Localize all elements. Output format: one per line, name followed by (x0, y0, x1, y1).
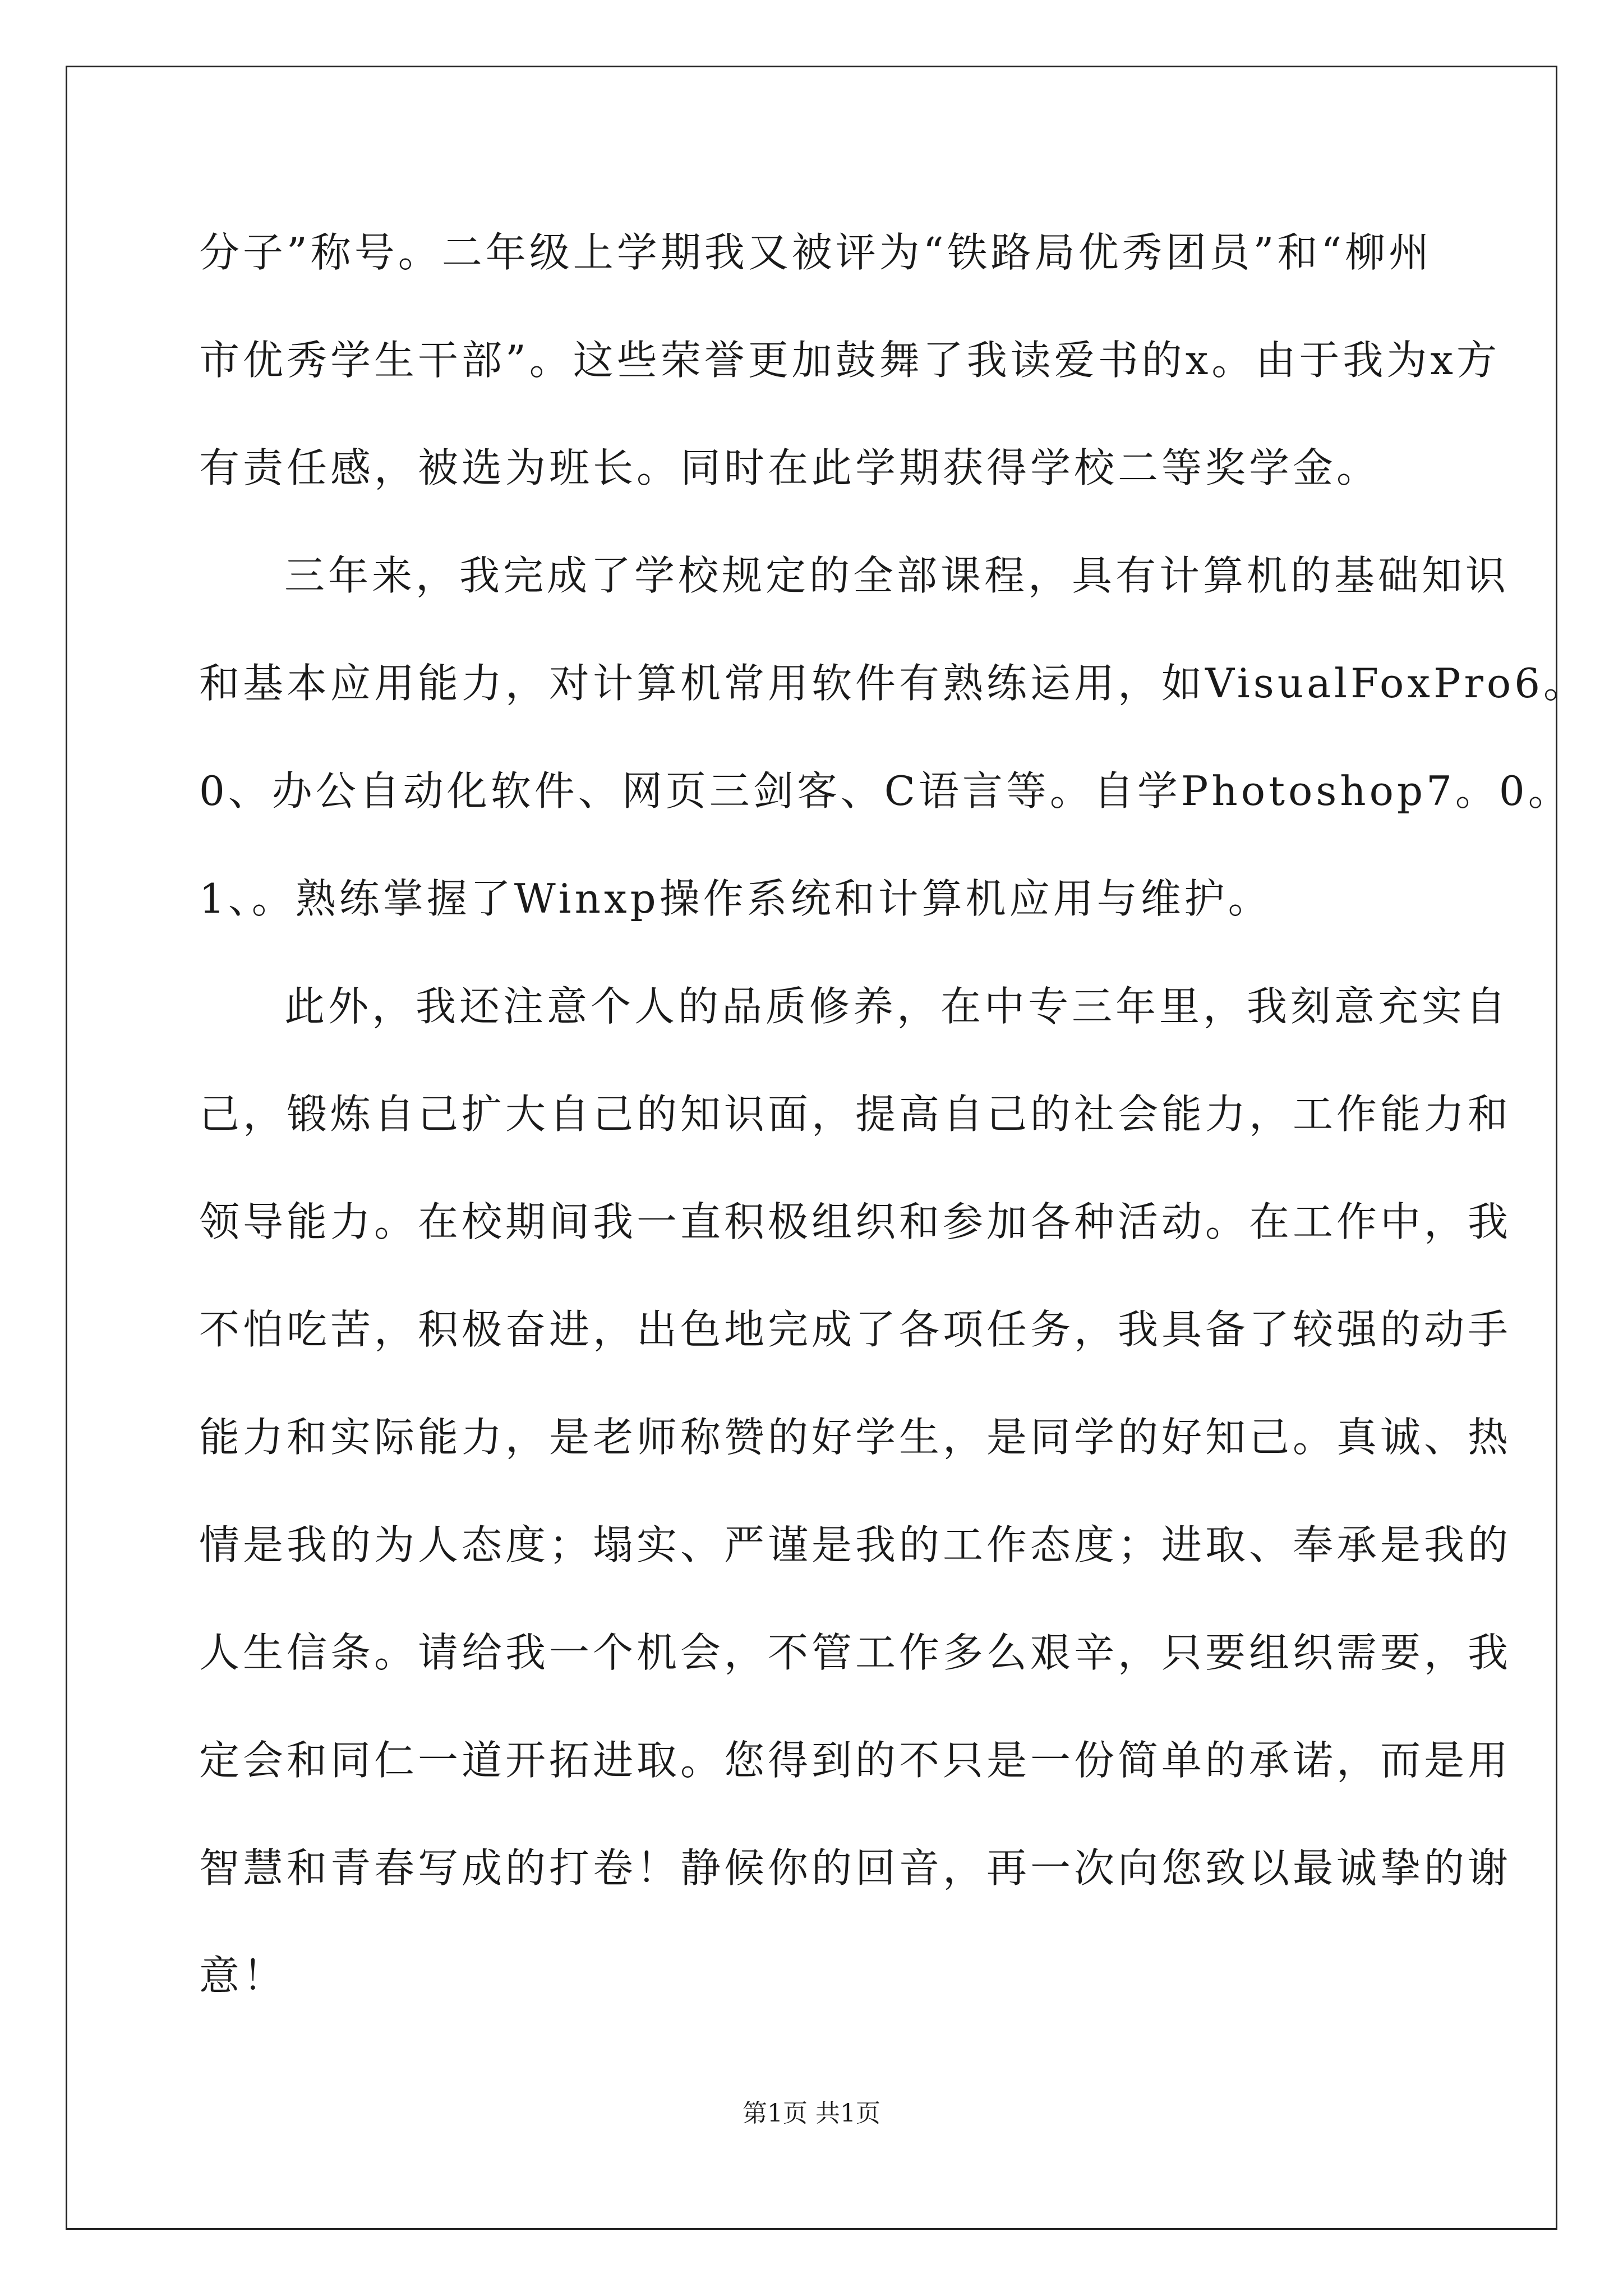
text-line: 分子”称号。二年级上学期我又被评为“铁路局优秀团员”和“柳州 (199, 229, 1433, 276)
paragraph-start-line: 三年来，我完成了学校规定的全部课程，具有计算机的基础知识 (284, 552, 1510, 599)
text-line: 有责任感，被选为班长。同时在此学期获得学校二等奖学金。 (199, 444, 1381, 491)
text-line: 0、办公自动化软件、网页三剑客、C语言等。自学Photoshop7。0。 (199, 767, 1572, 815)
text-line: 己，锻炼自己扩大自己的知识面，提高自己的社会能力，工作能力和 (199, 1091, 1512, 1138)
text-line: 市优秀学生干部”。这些荣誉更加鼓舞了我读爱书的x。由于我为x方 (199, 337, 1501, 384)
text-line: 定会和同仁一道开拓进取。您得到的不只是一份简单的承诺，而是用 (199, 1737, 1512, 1784)
text-line: 情是我的为人态度；塌实、严谨是我的工作态度；进取、奉承是我的 (199, 1521, 1512, 1568)
text-line: 不怕吃苦，积极奋进，出色地完成了各项任务，我具备了较强的动手 (199, 1306, 1512, 1353)
text-line: 能力和实际能力，是老师称赞的好学生，是同学的好知己。真诚、热 (199, 1414, 1512, 1461)
text-line: 意！ (199, 1952, 287, 1999)
text-line: 领导能力。在校期间我一直积极组织和参加各种活动。在工作中，我 (199, 1198, 1512, 1245)
paragraph-start-line: 此外，我还注意个人的品质修养，在中专三年里，我刻意充实自 (284, 983, 1510, 1030)
page-border (66, 66, 1557, 2230)
text-line: 和基本应用能力，对计算机常用软件有熟练运用，如VisualFoxPro6。 (199, 660, 1588, 707)
text-line: 1、。熟练掌握了Winxp操作系统和计算机应用与维护。 (199, 875, 1272, 922)
text-line: 人生信条。请给我一个机会，不管工作多么艰辛，只要组织需要，我 (199, 1629, 1512, 1676)
page-number-footer: 第1页 共1页 (743, 2099, 880, 2128)
text-line: 智慧和青春写成的打卷！静候你的回音，再一次向您致以最诚挚的谢 (199, 1844, 1512, 1892)
